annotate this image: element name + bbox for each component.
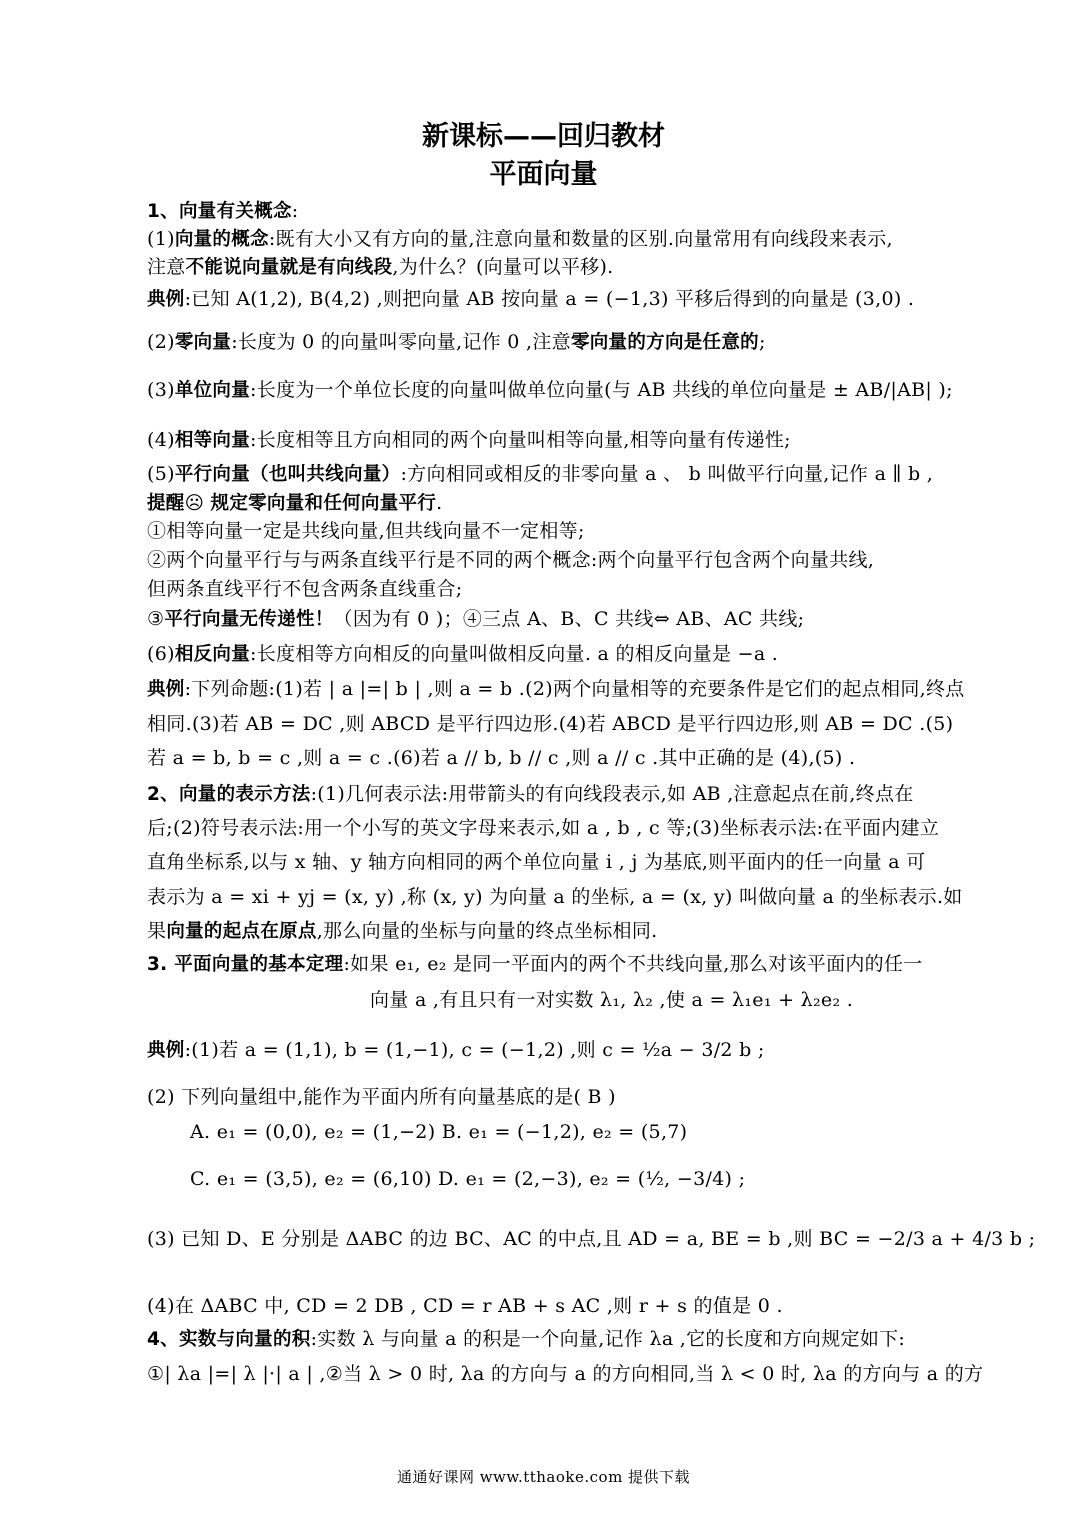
page-subtitle: 平面向量 — [489, 159, 598, 190]
text-segment: 后;(2)符号表示法:用一个小写的英文字母来表示,如 a , b , c 等;(3)坐标表示法:在平面内建立 — [147, 817, 940, 839]
text-segment: 向量 a ,有且只有一对实数 λ₁, λ₂ ,使 a = λ₁e₁ + λ₂e₂ . — [370, 989, 854, 1011]
text-line — [370, 988, 1007, 1012]
text-segment: C. e₁ = (3,5), e₂ = (6,10) D. e₁ = (2,−3), e₂ = (½, −3/4) ; — [190, 1168, 746, 1190]
bold-text: 零向量的方向是任意的 — [570, 332, 759, 353]
text-line — [147, 1294, 1007, 1318]
text-line — [147, 1362, 1007, 1386]
text-line — [147, 607, 1007, 632]
bold-text: 1、向量有关概念 — [147, 201, 292, 222]
text-segment: :(1)几何表示法:用带箭头的有向线段表示,如 AB ,注意起点在前,终点在 — [310, 783, 914, 805]
text-segment: ,为什么？(向量可以平移). — [392, 256, 614, 278]
bold-text: 相等向量 — [174, 430, 251, 451]
page-title: 新课标——回归教材 — [422, 121, 665, 152]
text-line — [147, 491, 1007, 516]
text-line — [147, 378, 1007, 403]
text-line — [147, 227, 1007, 252]
text-segment: ①相等向量一定是共线向量,但共线向量不一定相等; — [147, 520, 585, 542]
text-segment: 注意 — [147, 256, 186, 278]
text-segment: :(1)若 a = (1,1), b = (1,−1), c = (−1,2) ,则 c = ½a − 3/2 b ; — [184, 1039, 765, 1061]
text-line — [190, 1167, 1007, 1191]
bold-text: 2、向量的表示方法 — [147, 784, 311, 805]
text-segment: 表示为 a = xi + yj = (x, y) ,称 (x, y) 为向量 a 的坐标, a = (x, y) 叫做向量 a 的坐标表示.如 — [147, 886, 963, 908]
text-line — [147, 677, 1007, 702]
text-line — [147, 1038, 1007, 1063]
text-line — [147, 782, 1007, 807]
text-segment: 但两条直线平行不包含两条直线重合; — [147, 578, 463, 600]
text-segment: ①| λa |=| λ |·| a | ,②当 λ > 0 时, λa 的方向与 a 的方向相同,当 λ < 0 时, λa 的方向与 a 的方 — [147, 1363, 984, 1385]
text-segment: (2) 下列向量组中,能作为平面内所有向量基底的是( B ) — [147, 1086, 616, 1108]
bold-text: 3. 平面向量的基本定理 — [147, 954, 344, 975]
text-segment: :长度为一个单位长度的向量叫做单位向量(与 AB 共线的单位向量是 ± AB/|AB| ); — [250, 379, 953, 401]
text-segment: ; — [758, 331, 766, 353]
text-line — [147, 519, 1007, 543]
text-segment: (3) — [147, 379, 175, 401]
text-segment: (2) — [147, 331, 175, 353]
text-line — [147, 712, 1007, 736]
text-segment: (3) 已知 D、E 分别是 ΔABC 的边 BC、AC 的中点,且 AD = a, BE = b ,则 BC = −2/3 a + 4/3 b ; — [147, 1228, 1036, 1250]
text-segment: 若 a = b, b = c ,则 a = c .(6)若 a // b, b // c ,则 a // c .其中正确的是 (4),(5) . — [147, 747, 856, 769]
text-line — [147, 1085, 1007, 1109]
text-segment: ,那么向量的坐标与向量的终点坐标相同. — [316, 920, 658, 942]
text-line — [147, 1227, 1036, 1251]
text-line — [147, 462, 1007, 487]
text-line — [147, 816, 1007, 840]
text-segment: (5) — [147, 463, 175, 485]
text-line — [147, 199, 1007, 224]
text-line — [147, 885, 1007, 909]
text-segment: :长度相等方向相反的向量叫做相反向量. a 的相反向量是 −a . — [250, 643, 779, 665]
text-segment: (1) — [147, 228, 175, 250]
text-segment: 果 — [147, 920, 167, 942]
text-segment: :实数 λ 与向量 a 的积是一个向量,记作 λa ,它的长度和方向规定如下: — [310, 1328, 906, 1350]
text-line — [147, 548, 1007, 572]
text-line — [190, 1120, 1007, 1144]
bold-text: 平行向量无传递性！ — [164, 609, 334, 630]
text-segment: :如果 e₁, e₂ 是同一平面内的两个不共线向量,那么对该平面内的任一 — [343, 953, 923, 975]
bold-text: 平行向量（也叫共线向量） — [174, 464, 401, 485]
bold-text: 不能说向量就是有向线段 — [185, 257, 393, 278]
text-segment: :下列命题:(1)若 | a |=| b | ,则 a = b .(2)两个向量相等的充要条件是它们的起点相同,终点 — [184, 678, 965, 700]
text-segment: （因为有 0 )；④三点 A、B、C 共线⇔ AB、AC 共线; — [333, 608, 805, 630]
bold-text: 4、实数与向量的积 — [147, 1329, 311, 1350]
text-line — [147, 1327, 1007, 1352]
text-line — [147, 642, 1007, 667]
text-line — [147, 577, 1007, 601]
bold-text: 规定零向量和任何向量平行 — [210, 493, 437, 514]
text-segment: A. e₁ = (0,0), e₂ = (1,−2) B. e₁ = (−1,2), e₂ = (5,7) — [190, 1121, 688, 1143]
text-line — [147, 428, 1007, 453]
text-line — [147, 919, 1007, 944]
bold-text: 相反向量 — [174, 644, 251, 665]
bold-text: 提醒☹ — [147, 493, 205, 514]
bold-text: 典例 — [147, 289, 185, 310]
bold-text: 单位向量 — [174, 380, 251, 401]
text-segment: :长度为 0 的向量叫零向量,记作 0 ,注意 — [231, 331, 571, 353]
text-segment: . — [436, 492, 443, 514]
text-segment: ②两个向量平行与与两条直线平行是不同的两个概念:两个向量平行包含两个向量共线, — [147, 549, 875, 571]
text-segment: : — [291, 200, 299, 222]
text-line — [147, 746, 1007, 770]
text-segment: :已知 A(1,2), B(4,2) ,则把向量 AB 按向量 a = (−1,3) 平移后得到的向量是 (3,0) . — [184, 288, 915, 310]
text-segment: 相同.(3)若 AB = DC ,则 ABCD 是平行四边形.(4)若 ABCD 是平行四边形,则 AB = DC .(5) — [147, 713, 954, 735]
text-segment: :长度相等且方向相同的两个向量叫相等向量,相等向量有传递性; — [250, 429, 791, 451]
text-line — [147, 850, 1007, 874]
text-segment: :方向相同或相反的非零向量 a 、 b 叫做平行向量,记作 a ∥ b , — [400, 463, 934, 485]
text-line — [147, 952, 1007, 977]
text-line — [147, 330, 1007, 355]
text-segment: (4) — [147, 429, 175, 451]
text-segment: 直角坐标系,以与 x 轴、y 轴方向相同的两个单位向量 i , j 为基底,则平面内的任一向量 a 可 — [147, 851, 926, 873]
text-segment: ③ — [147, 608, 165, 630]
page-footer: 通通好课网 www.tthaoke.com 提供下载 — [396, 1468, 691, 1486]
text-segment: (4)在 ΔABC 中, CD = 2 DB , CD = r AB + s AC ,则 r + s 的值是 0 . — [147, 1295, 783, 1317]
text-segment: :既有大小又有方向的量,注意向量和数量的区别.向量常用有向线段来表示, — [268, 228, 893, 250]
text-segment: (6) — [147, 643, 175, 665]
bold-text: 典例 — [147, 679, 185, 700]
bold-text: 典例 — [147, 1040, 185, 1061]
bold-text: 零向量 — [174, 332, 232, 353]
bold-text: 向量的起点在原点 — [166, 921, 317, 942]
text-line — [147, 287, 1007, 312]
bold-text: 向量的概念 — [174, 229, 269, 250]
text-line — [147, 255, 1007, 280]
